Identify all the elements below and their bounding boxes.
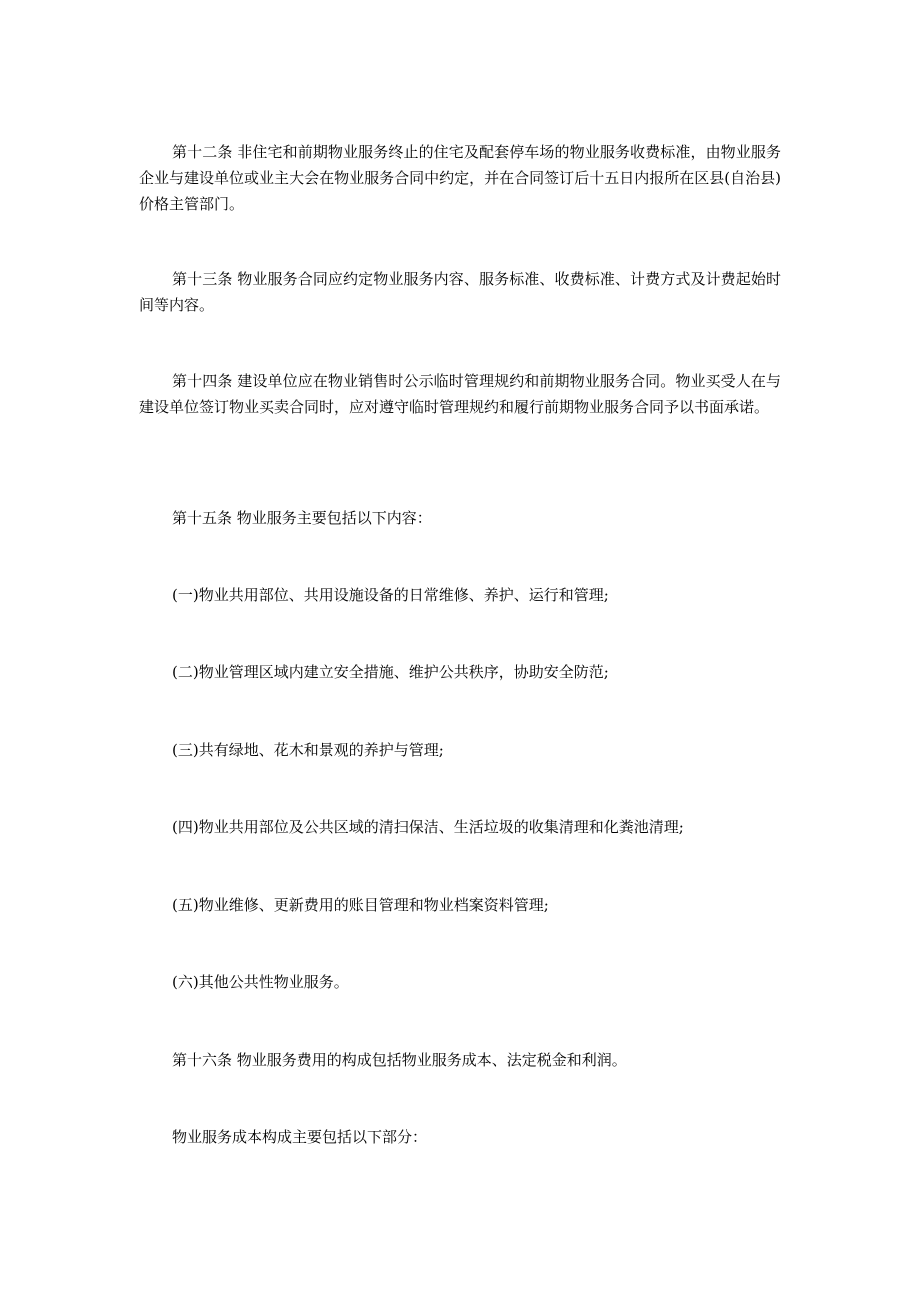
list-item-3: (三)共有绿地、花木和景观的养护与管理; <box>172 741 444 759</box>
article-13-paragraph: 第十三条 物业服务合同应约定物业服务内容、服务标准、收费标准、计费方式及计费起始时间等内容。 <box>139 270 781 314</box>
list-item-5: (五)物业维修、更新费用的账目管理和物业档案资料管理; <box>172 896 549 914</box>
list-item-6: (六)其他公共性物业服务。 <box>172 973 349 991</box>
article-14-paragraph: 第十四条 建设单位应在物业销售时公示临时管理规约和前期物业服务合同。物业买受人在与建设单位签订物业买卖合同时，应对遵守临时管理规约和履行前期物业服务合同予以书面承诺。 <box>139 372 781 416</box>
article-16-paragraph: 第十六条 物业服务费用的构成包括物业服务成本、法定税金和利润。 <box>172 1051 627 1069</box>
list-item-1: (一)物业共用部位、共用设施设备的日常维修、养护、运行和管理; <box>172 586 609 604</box>
article-12-paragraph: 第十二条 非住宅和前期物业服务终止的住宅及配套停车场的物业服务收费标准，由物业服务企业与建设单位或业主大会在物业服务合同中约定，并在合同签订后十五日内报所在区县(自治县)价格主管部门。 <box>139 143 781 213</box>
list-item-4: (四)物业共用部位及公共区域的清扫保洁、生活垃圾的收集清理和化粪池清理; <box>172 818 684 836</box>
service-cost-paragraph: 物业服务成本构成主要包括以下部分： <box>172 1128 428 1146</box>
article-15-paragraph: 第十五条 物业服务主要包括以下内容： <box>172 509 432 527</box>
list-item-2: (二)物业管理区域内建立安全措施、维护公共秩序，协助安全防范; <box>172 663 609 681</box>
